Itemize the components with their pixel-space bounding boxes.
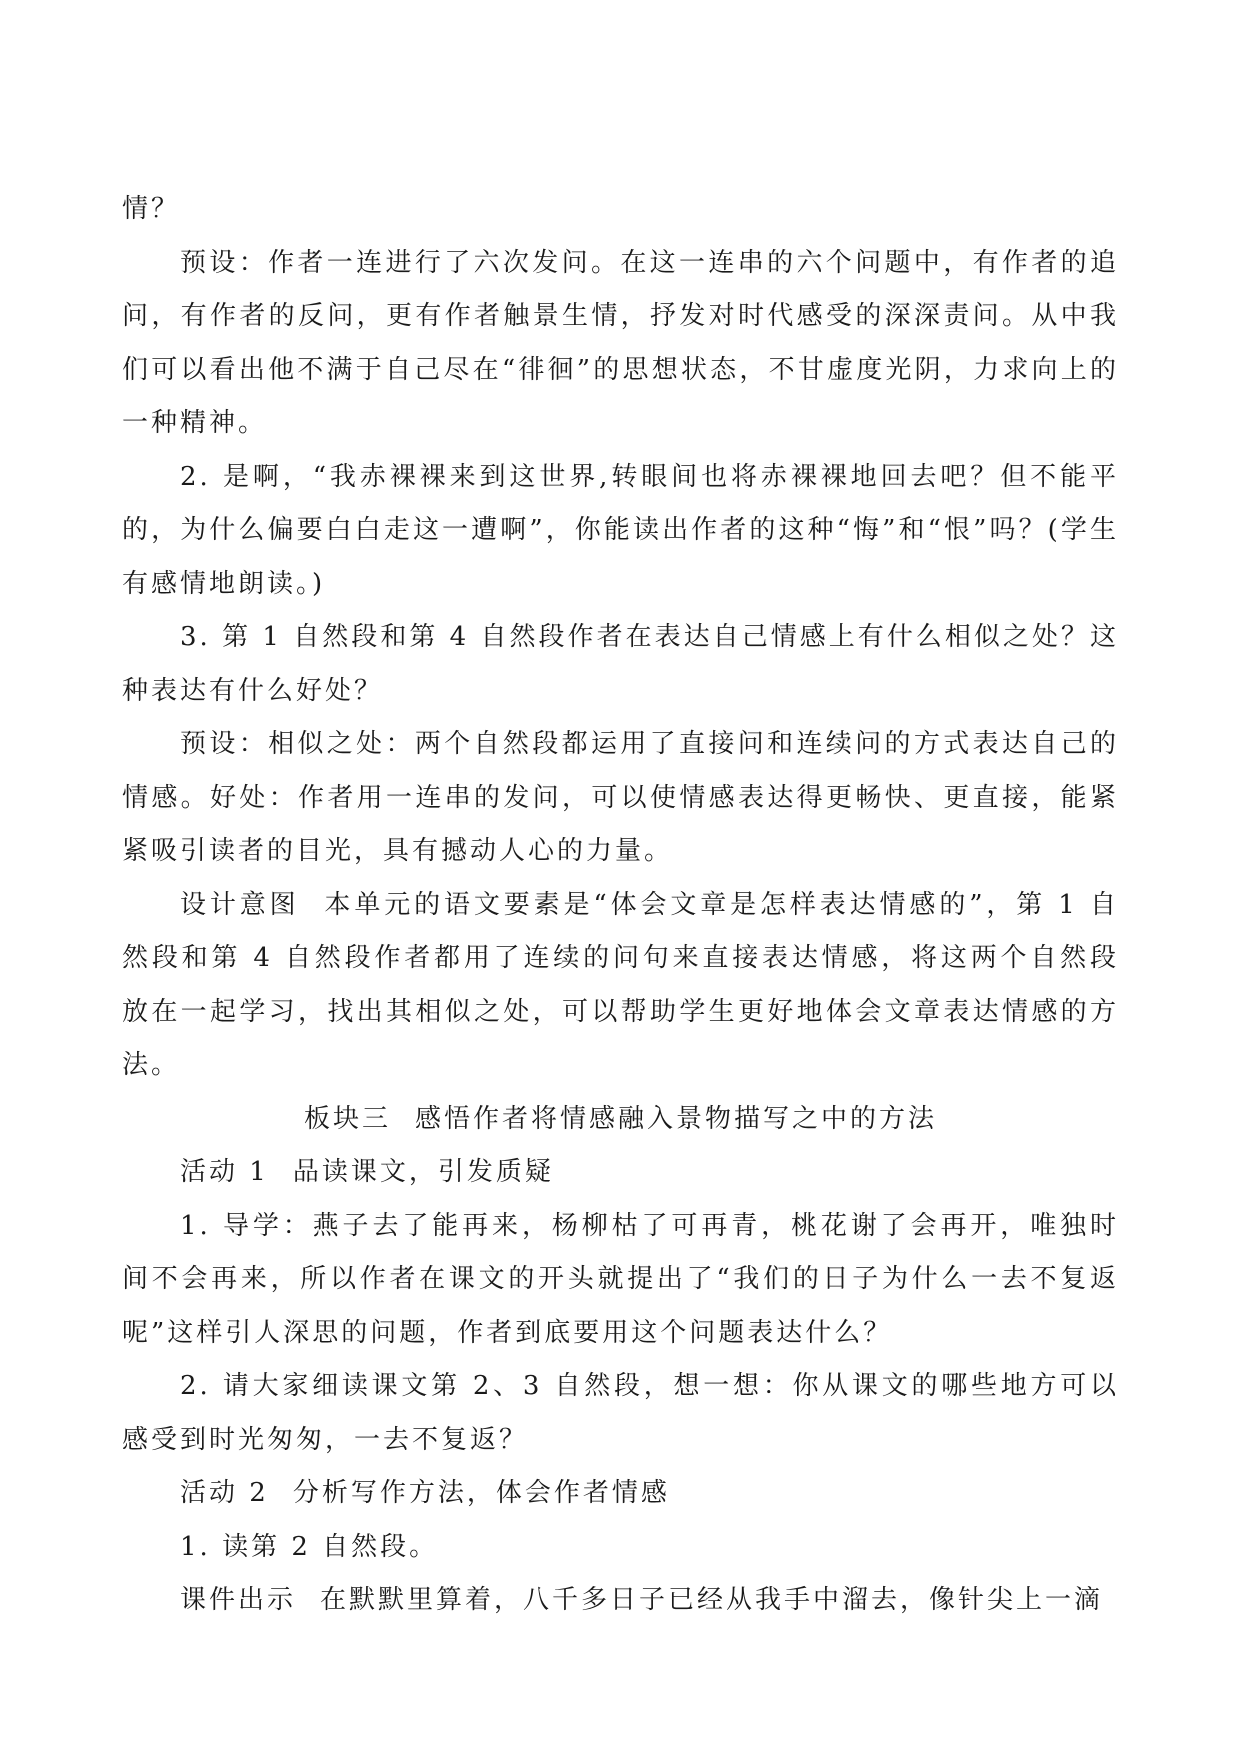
paragraph-continuation: 情？ [122,194,181,224]
activity-2-heading [122,1467,1119,1521]
section-heading [122,1093,1119,1147]
paragraph-guide-1: 1. 导学：燕子去了能再来，杨柳枯了可再青，桃花谢了会再开，唯独时间不会再来，所以作者在课文的开头就提出了“我们的日子为什么一去不复返呢”这样引人深思的问题，作者到底要用这个问题表达什么？ [122,1210,1119,1348]
paragraph-design-intent [122,879,1119,1093]
paragraph-slide [122,1574,1119,1628]
slide-label: 课件出示 [180,1585,297,1615]
paragraph-guide-2: 2. 请大家细读课文第 2、3 自然段，想一想：你从课文的哪些地方可以感受到时光匆匆，一去不复返？ [122,1371,1119,1455]
paragraph-preset-1: 预设：作者一连进行了六次发问。在这一连串的六个问题中，有作者的追问，有作者的反问，更有作者触景生情，抒发对时代感受的深深责问。从中我们可以看出他不满于自己尽在“徘徊”的思想状态，不甘虚度光阴，力求向上的一种精神。 [122,247,1119,438]
activity-1-heading [122,1146,1119,1200]
design-intent-text: 本单元的语文要素是“体会文章是怎样表达情感的”，第 1 自然段和第 4 自然段作者都用了连续的问句来直接表达情感，将这两个自然段放在一起学习，找出其相似之处，可以帮助学生更好地体会文章表达情感的方法。 [122,889,1119,1080]
activity-2-title: 分析写作方法，体会作者情感 [292,1478,670,1508]
activity-1-title: 品读课文，引发质疑 [292,1157,554,1187]
section-heading-text: 感悟作者将情感融入景物描写之中的方法 [415,1103,938,1134]
paragraph-preset-2: 预设：相似之处：两个自然段都运用了直接问和连续问的方式表达自己的情感。好处：作者用一连串的发问，可以使情感表达得更畅快、更直接，能紧紧吸引读者的目光，具有撼动人心的力量。 [122,729,1119,866]
paragraph-question-2: 2. 是啊，“我赤裸裸来到这世界,转眼间也将赤裸裸地回去吧？但不能平的，为什么偏要白白走这一遭啊”，你能读出作者的这种“悔”和“恨”吗？(学生有感情地朗读。) [122,461,1119,599]
design-intent-label: 设计意图 [180,889,300,920]
slide-text: 在默默里算着，八千多日子已经从我手中溜去，像针尖上一滴 [320,1585,1104,1615]
paragraph-read-1: 1. 读第 2 自然段。 [180,1531,439,1562]
paragraph-question-3: 3. 第 1 自然段和第 4 自然段作者在表达自己情感上有什么相似之处？这种表达有什么好处？ [122,622,1119,706]
section-heading-label: 板块三 [303,1103,391,1134]
activity-1-label: 活动 1 [180,1157,269,1187]
activity-2-label: 活动 2 [180,1478,269,1508]
